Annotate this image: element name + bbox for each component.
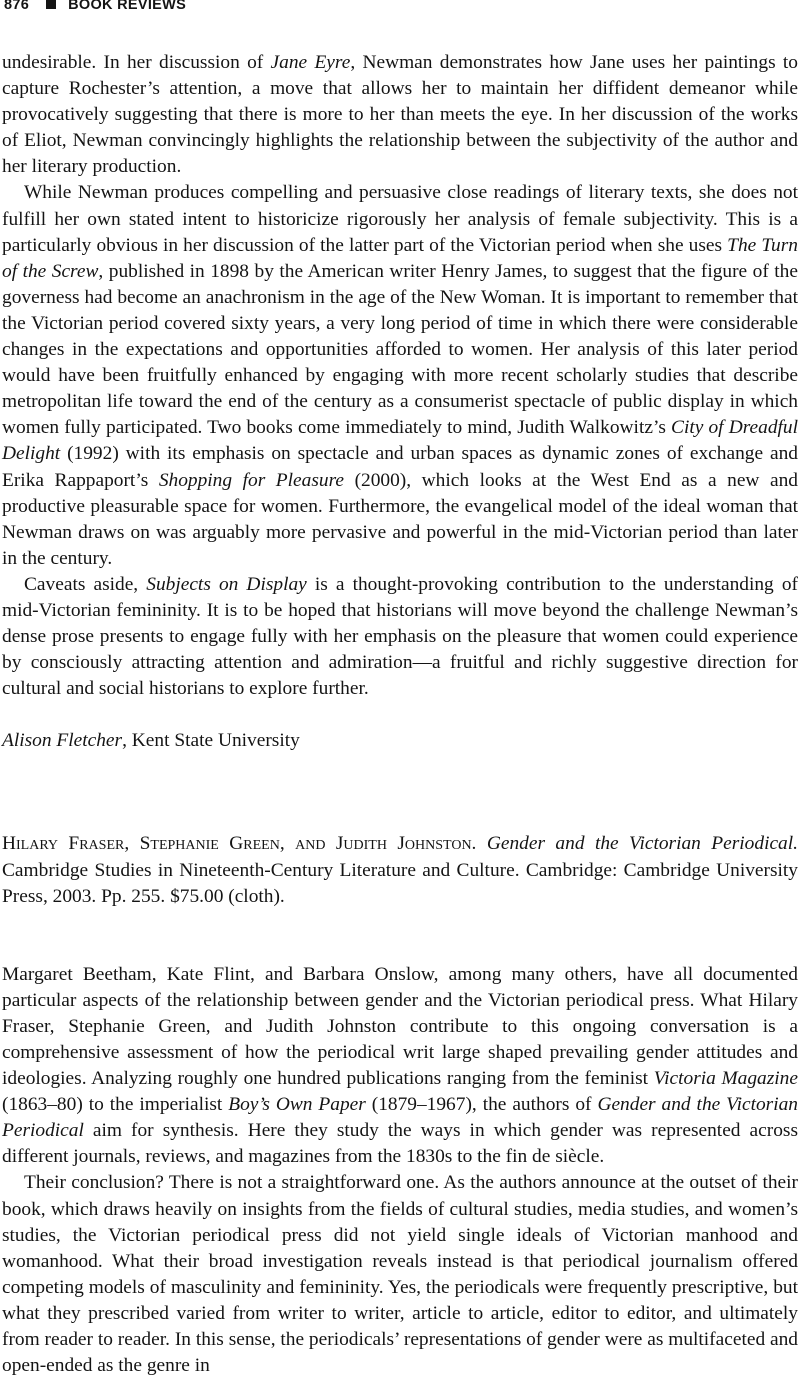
- square-bullet-icon: [46, 0, 56, 9]
- text-run: Margaret Beetham, Kate Flint, and Barbara Onslow, among many others, have all documented particular aspects of the relationship between gender and the Victorian periodical press. What Hilary Fraser, Stephanie Green, and Judith Johnston contribute to this ongoing conversation is a comprehensive assessment of how the periodical writ large shaped prevailing gender attitudes and ideologies. Analyzing roughly one hundred publications ranging from the feminist: [2, 963, 798, 1090]
- text-run: (2000), which looks at the West End as a new and productive pleasurable space for women. Furthermore, the evangelical model of the ideal woman that Newman draws on was arguably more pervasive and powerful in the mid-Victorian period than later in the century.: [2, 469, 798, 569]
- text-run: aim for synthesis. Here they study the ways in which gender was represented across different journals, reviews, and magazines from the 1830s to the fin de siècle.: [2, 1120, 798, 1168]
- review2-paragraph-2: [2, 1170, 798, 1379]
- text-run: Caveats aside,: [24, 573, 147, 595]
- text-run: (1879–1967), the authors of: [365, 1094, 598, 1116]
- journal-title-boys-own-paper: Boy’s Own Paper: [228, 1094, 366, 1116]
- spacer: [2, 910, 798, 962]
- book-authors: Hilary Fraser, Stephanie Green, and Judith Johnston.: [2, 833, 477, 855]
- review-body: [2, 50, 798, 1379]
- text-run: While Newman produces compelling and persuasive close readings of literary texts, she does not fulfill her own stated intent to historicize rigorously her analysis of female subjectivity. This is a particularly obvious in her discussion of the latter part of the Victorian period when she uses: [2, 182, 798, 256]
- page-number: 876: [4, 0, 30, 13]
- text-run: undesirable. In her discussion of: [2, 52, 271, 73]
- book-citation: [2, 831, 798, 909]
- review1-paragraph-1: [2, 50, 798, 180]
- journal-title-victoria-magazine: Victoria Magazine: [653, 1068, 798, 1090]
- review1-paragraph-2: [2, 180, 798, 571]
- book-title-subjects-on-display: Subjects on Display: [146, 573, 307, 595]
- book-title-city-of-dreadful-delight: City of Dreadful Delight: [2, 417, 798, 465]
- text-run: (1992) with its emphasis on spectacle and urban spaces as dynamic zones of exchange and Erika Rappaport’s: [2, 443, 798, 491]
- text-run: (1863–80) to the imperialist: [2, 1094, 229, 1116]
- publication-details: Cambridge Studies in Nineteenth-Century Literature and Culture. Cambridge: Cambridge University Press, 2003. Pp. 255. $75.00 (cloth).: [2, 859, 798, 907]
- book-title-turn-of-the-screw: The Turn of the Screw: [2, 234, 798, 282]
- book-title-shopping-for-pleasure: Shopping for Pleasure: [158, 469, 345, 491]
- reviewer-signature: [2, 728, 798, 754]
- text-run: , published in 1898 by the American writer Henry James, to suggest that the figure of the governess had become an anachronism in the age of the New Woman. It is important to remember that the Victorian period covered sixty years, a very long period of time in which there were considerable changes in the expectations and opportunities afforded to women. Her analysis of this later period would have been fruitfully enhanced by engaging with more recent scholarly studies that describe metropolitan life toward the end of the century as a consumerist spectacle of public display in which women fully participated. Two books come immediately to mind, Judith Walkowitz’s: [2, 260, 798, 439]
- reviewed-book-title: Gender and the Victorian Periodical.: [486, 833, 798, 855]
- text-run: , Newman demonstrates how Jane uses her paintings to capture Rochester’s attention, a move that allows her to maintain her diffident demeanor while provocatively suggesting that there is more to her than meets the eye. In her discussion of the works of Eliot, Newman convincingly highlights the relationship between the subjectivity of the author and her literary production.: [2, 52, 798, 178]
- section-title: BOOK REVIEWS: [68, 0, 187, 13]
- review2-paragraph-1: [2, 962, 798, 1171]
- text-run: is a thought-provoking contribution to the understanding of mid-Victorian femininity. It is to be hoped that historians will move beyond the challenge Newman’s dense prose presents to engage fully with her emphasis on the pleasure that women could experience by consciously attracting attention and admiration—a fruitful and richly suggestive direction for cultural and social historians to explore further.: [2, 573, 798, 700]
- text-run: Their conclusion? There is not a straightforward one. As the authors announce at the outset of their book, which draws heavily on insights from the fields of cultural studies, media studies, and women’s studies, the Victorian periodical press did not yield single ideals of Victorian manhood and womanhood. What their broad investigation reveals instead is that periodical journalism offered competing models of masculinity and femininity. Yes, the periodicals were frequently prescriptive, but what they prescribed varied from writer to writer, article to article, editor to editor, and ultimately from reader to reader. In this sense, the periodicals’ representations of gender were as multifaceted and open-ended as the genre in: [2, 1172, 798, 1377]
- book-title-jane-eyre: Jane Eyre: [270, 52, 351, 73]
- reviewer-name: Alison Fletcher: [2, 730, 123, 752]
- book-title-gender-victorian-periodical: Gender and the Victorian Periodical: [2, 1094, 798, 1142]
- running-head: [4, 0, 186, 13]
- reviewer-affiliation: , Kent State University: [122, 730, 300, 752]
- review1-paragraph-3: [2, 572, 798, 702]
